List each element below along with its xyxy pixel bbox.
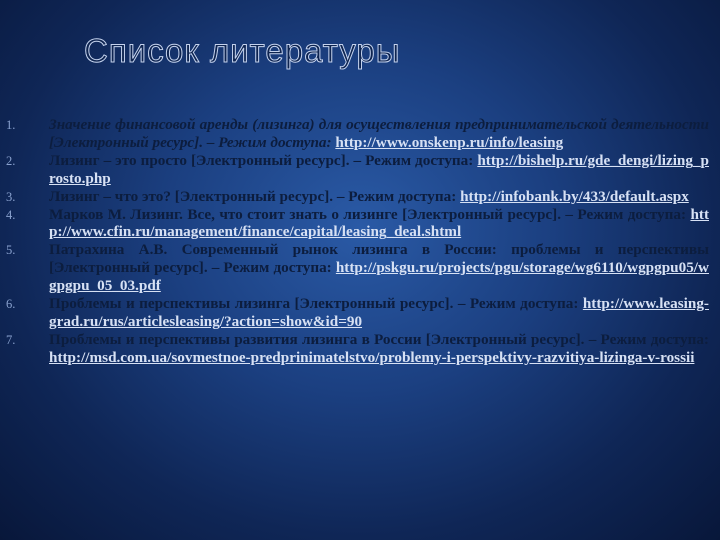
reference-text: Значение финансовой аренды (лизинга) для осуществления предпринимательской деятельности [Электронный ресурс]. – Режим доступа: [49,116,709,151]
reference-link[interactable]: http://bishelp.ru/gde_dengi/lizing_prosto.php [49,151,709,187]
reference-item-6 [0,295,720,331]
reference-item-5 [0,241,720,295]
reference-text: Патрахина А.В. Современный рынок лизинга в России: проблемы и перспективы [Электронный ресурс]. – Режим доступа: [49,241,709,277]
reference-item-3 [0,188,720,206]
reference-link[interactable]: http://pskgu.ru/projects/pgu/storage/wg6110/wgpgpu05/wgpgpu_05_03.pdf [49,259,709,295]
reference-link[interactable]: http://www.onskenp.ru/info/leasing [335,133,564,151]
reference-link[interactable]: http://www.leasing-grad.ru/rus/articlesleasing/?action=show&id=90 [49,295,709,330]
reference-number: 4. [6,207,16,222]
reference-link[interactable]: http://infobank.by/433/default.aspx [460,187,689,205]
reference-link[interactable]: http://msd.com.ua/sovmestnoe-predprinimatelstvo/problemy-i-perspektivy-razvitiya-lizinga-v-rossii [49,348,695,366]
reference-number: 2. [6,153,16,168]
reference-number: 1. [6,118,16,132]
reference-number: 7. [6,332,16,347]
reference-text: Проблемы и перспективы развития лизинга в России [Электронный ресурс]. – Режим доступа: [49,330,709,348]
reference-item-1 [0,116,720,152]
reference-item-2 [0,152,720,188]
reference-list [0,116,720,367]
reference-text: Лизинг – это просто [Электронный ресурс]. – Режим доступа: [49,151,478,169]
reference-text: Лизинг – что это? [Электронный ресурс]. – Режим доступа: [49,187,461,205]
reference-item-7 [0,331,720,367]
reference-link[interactable]: http://www.cfin.ru/management/finance/capital/leasing_deal.shtml [49,205,709,241]
slide-title: Список литературы [84,32,401,69]
reference-number: 3. [6,189,16,204]
reference-text: Марков М. Лизинг. Все, что стоит знать о лизинге [Электронный ресурс]. – Режим доступа: [49,205,691,223]
reference-text: Проблемы и перспективы лизинга [Электронный ресурс]. – Режим доступа: [49,295,583,313]
reference-number: 5. [6,243,16,258]
reference-number: 6. [6,297,16,312]
reference-item-4 [0,206,720,242]
